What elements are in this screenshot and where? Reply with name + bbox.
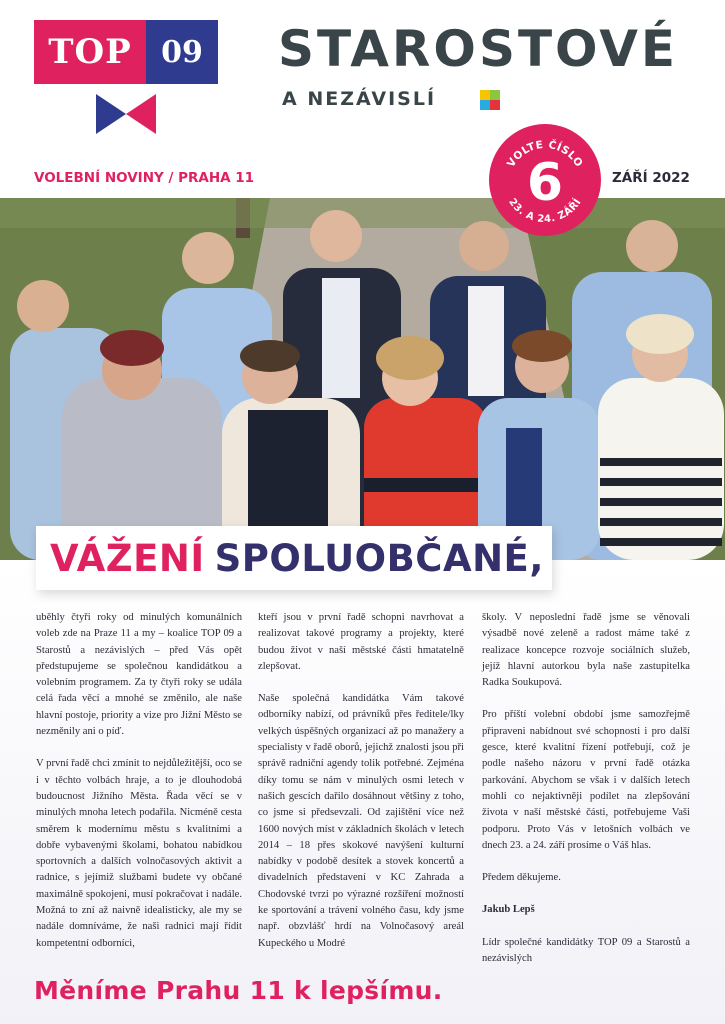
issue-label: VOLEBNÍ NOVINY / PRAHA 11 bbox=[34, 170, 255, 186]
candidates-group-photo bbox=[0, 198, 725, 560]
top09-logo-text: TOP bbox=[34, 20, 146, 84]
paragraph: V první řadě chci zmínit to nejdůležitější, oco se i v těchto volbách hraje, a to je dlouhodobá budoucnost Jižního Města. Řada věcí se v minulých mnoha letech podařila. Nicméně cesta směrem k modernímu městu s kvalitními a dobře vybavenými školami, bohatou nabídkou sportovních a dalších volnočasových aktivit a radnice, s jejímiž službami budete vy občané maximálně spokojeni, musí pokračovat i nadále. Možná to zní až naivně idealisticky, ale my se nadále domníváme, že naši radnici mají řídit kompetentní odborníci, bbox=[36, 758, 242, 949]
paragraph: Pro příští volební období jsme samozřejmě připraveni nabídnout své schopnosti i pro další gesce, které kvalitní řízení potřebují, což je podle našeho názoru v první řadě otázka parkování. Abychom se však i v dalších letech mohli co nejaktivněji podílet na zlepšování života v naší městské části, potřebujeme Vaši podporu. Proto Vás v letošních volbách ve dnech 23. a 24. září prosíme o Váš hlas. bbox=[482, 709, 690, 851]
vote-badge-number: 6 bbox=[526, 153, 564, 213]
headline bbox=[36, 526, 552, 590]
footer-slogan: Měníme Prahu 11 k lepšímu. bbox=[34, 976, 443, 1005]
stan-subtitle: A NEZÁVISLÍ bbox=[282, 88, 437, 110]
stan-squares-icon bbox=[480, 90, 500, 110]
headline-part1: VÁŽENÍ bbox=[50, 536, 205, 580]
signature-name: Jakub Lepš bbox=[482, 904, 535, 916]
paragraph: Předem děkujeme. bbox=[482, 872, 561, 884]
paragraph: školy. V neposlední řadě jsme se věnovali výsadbě nové zeleně a radost máme také z realizace koncepce rozvoje sociálních služeb, jejíž hlavní autorkou byla naše zastupitelka Radka Soukupová. bbox=[482, 612, 690, 689]
paragraph: uběhly čtyři roky od minulých komunálních voleb zde na Praze 11 a my – koalice TOP 09 a Starostů a nezávislých – před Vás opět předstupujeme se společnou kandidátkou a volebním programem. Za ty čtyři roky se udála celá řada věcí a mnohé se změnilo, ale naše hlavní postoje, priority a vize pro Jižní Město se nezměnily ani o píď. bbox=[36, 612, 242, 738]
article-column-2 bbox=[258, 610, 464, 968]
vote-badge bbox=[489, 124, 601, 236]
paragraph: Naše společná kandidátka Vám takové odborníky nabízí, od právníků přes ředitele/lky velkých úspěšných organizací až po manažery a specialisty v řadě oborů, jejichž znalosti jsou při správě radniční agendy tolik potřebné. Zejména díky tomu se nám v minulých osmi letech v našich gescích dařilo dosáhnout většiny z toho, co jsme si předsevzali. Od zajištění více než 1600 nových míst v základních školách v letech 2014 – 18 přes skokové navýšení kulturní nabídky v podobě desítek a stovek koncertů a divadelních představení v KC Zahrada a Chodovské tvrzi po výrazné rozšíření možností ke sportování a trávení volného času, kdy jsme např. obzvlášť hrdí na Volnočasový areál Kupeckého u Modré bbox=[258, 693, 464, 949]
issue-date: ZÁŘÍ 2022 bbox=[612, 170, 690, 186]
article-column-3 bbox=[482, 610, 690, 983]
signature-role: Lídr společné kandidátky TOP 09 a Starostů a nezávislých bbox=[482, 936, 690, 965]
headline-part2: SPOLUOBČANÉ, bbox=[214, 536, 544, 580]
top09-logo bbox=[34, 20, 218, 84]
top09-bowtie-icon bbox=[96, 94, 156, 134]
vote-badge-top-text: VOLTE ČÍSLO bbox=[504, 138, 585, 170]
top09-logo-number: 09 bbox=[146, 20, 218, 84]
vote-badge-bottom-text: 23. A 24. ZÁŘÍ bbox=[506, 196, 584, 226]
stan-title: STAROSTOVÉ bbox=[278, 20, 679, 78]
article-column-1 bbox=[36, 610, 242, 968]
paragraph: kteří jsou v první řadě schopni navrhovat a realizovat takové programy a projekty, které budou život v naší městské části hmatatelně zlepšovat. bbox=[258, 612, 464, 672]
